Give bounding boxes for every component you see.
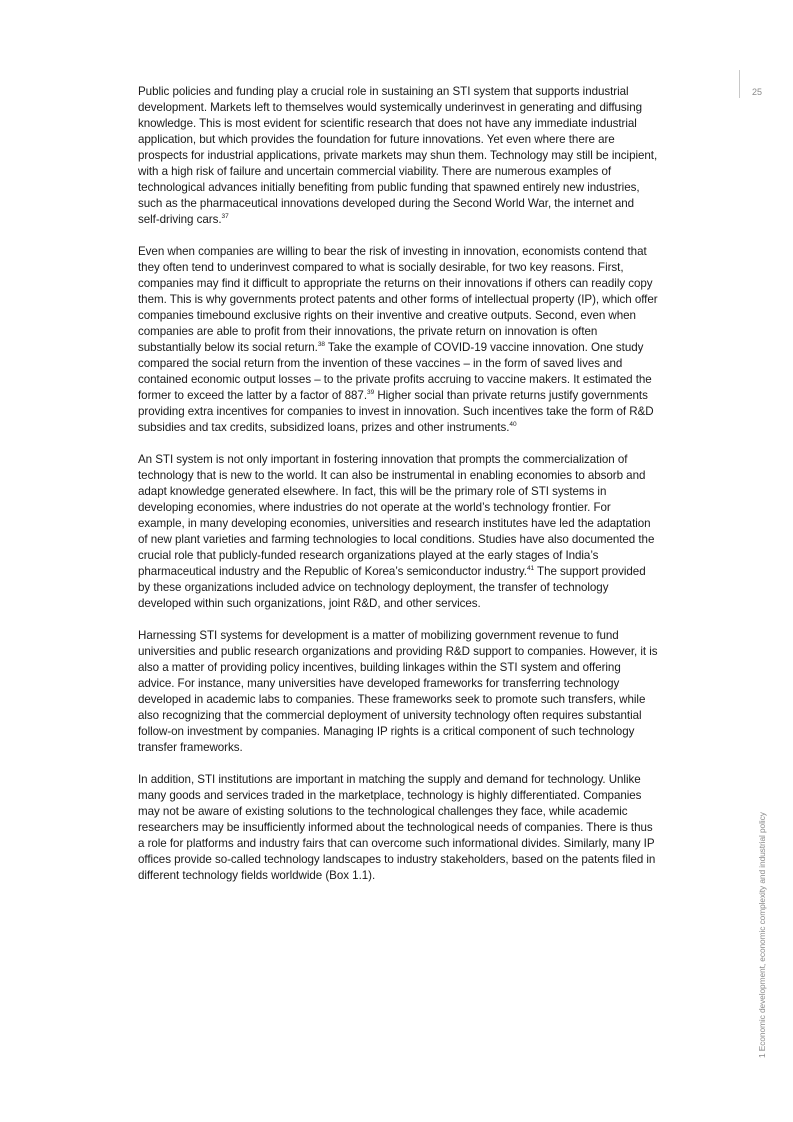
text-segment: An STI system is not only important in fostering innovation that prompts the commercialization of technology that is new to the world. It can also be instrumental in enabling economies to absorb and adapt knowledge generated elsewhere. In fact, this will be the primary role of STI systems in developing economies, where industries do not operate at the world’s technology frontier. For example, in many developing economies, universities and research institutes have led the adaptation of new plant varieties and farming technologies to local conditions. Studies have also documented the crucial role that publicly-funded research organizations played at the early stages of India’s pharmaceutical industry and the Republic of Korea’s semiconductor industry. [138, 453, 655, 578]
header-rule [739, 70, 740, 98]
body-text [138, 84, 658, 900]
text-segment: Higher social than private returns justify governments providing extra incentives for companies to invest in innovation. Such incentives take the form of R&D subsidies and tax credits, subsidized loans, prizes and other instruments. [138, 389, 654, 434]
running-head: 1 Economic development, economic complexity and industrial policy [757, 812, 767, 1058]
paragraph-1 [138, 84, 658, 228]
footnote-ref-38[interactable]: 38 [317, 341, 325, 349]
page-number: 25 [752, 87, 763, 97]
paragraph-3 [138, 452, 658, 612]
text-segment: Public policies and funding play a crucial role in sustaining an STI system that supports industrial development. Markets left to themselves would systemically underinvest in generating and diffusing knowledge. This is most evident for scientific research that does not have any immediate industrial application, but which provides the foundation for future innovations. Yet even where there are prospects for industrial applications, private markets may shun them. Technology may still be incipient, with a high risk of failure and uncertain commercial viability. There are numerous examples of technological advances initially benefiting from public funding that spawned entirely new industries, such as the pharmaceutical innovations developed during the Second World War, the internet and self-driving cars. [138, 85, 658, 226]
footnote-ref-37[interactable]: 37 [221, 213, 229, 221]
paragraph-4 [138, 628, 658, 756]
text-segment: Harnessing STI systems for development is a matter of mobilizing government revenue to fund universities and public research organizations and providing R&D support to companies. However, it is also a matter of providing policy incentives, building linkages within the STI system and offering advice. For instance, many universities have developed frameworks for transferring technology developed in academic labs to companies. These frameworks seek to promote such transfers, while also recognizing that the commercial deployment of university technology often requires substantial follow-on investment by companies. Managing IP rights is a critical component of such technology transfer frameworks. [138, 629, 658, 754]
paragraph-2 [138, 244, 658, 436]
text-segment: In addition, STI institutions are important in matching the supply and demand for technology. Unlike many goods and services traded in the marketplace, technology is highly differentiated. Companies may not be aware of existing solutions to the technological challenges they face, while academic researchers may be insufficiently informed about the technological needs of companies. There is thus a role for platforms and industry fairs that can overcome such informational divides. Similarly, many IP offices provide so-called technology landscapes to industry stakeholders, based on the patents filed in different technology fields worldwide (Box 1.1). [138, 773, 656, 882]
text-segment: Take the example of COVID-19 vaccine innovation. One study compared the social return from the invention of these vaccines – in the form of saved lives and contained economic output losses – to the private profits accruing to vaccine makers. It estimated the former to exceed the latter by a factor of 887. [138, 341, 652, 402]
paragraph-5 [138, 772, 658, 884]
footnote-ref-40[interactable]: 40 [509, 421, 517, 429]
text-segment: Even when companies are willing to bear the risk of investing in innovation, economists contend that they often tend to underinvest compared to what is socially desirable, for two key reasons. First, companies may find it difficult to appropriate the returns on their innovations if others can readily copy them. This is why governments protect patents and other forms of intellectual property (IP), which offer companies timebound exclusive rights on their inventive and creative outputs. Second, even when companies are able to profit from their innovations, the private return on innovation is often substantially below its social return. [138, 245, 658, 354]
footnote-ref-41[interactable]: 41 [526, 565, 535, 573]
text-segment: The support provided by these organizations included advice on technology deployment, the transfer of technology developed within such organizations, joint R&D, and other services. [138, 565, 646, 610]
footnote-ref-39[interactable]: 39 [367, 389, 375, 397]
